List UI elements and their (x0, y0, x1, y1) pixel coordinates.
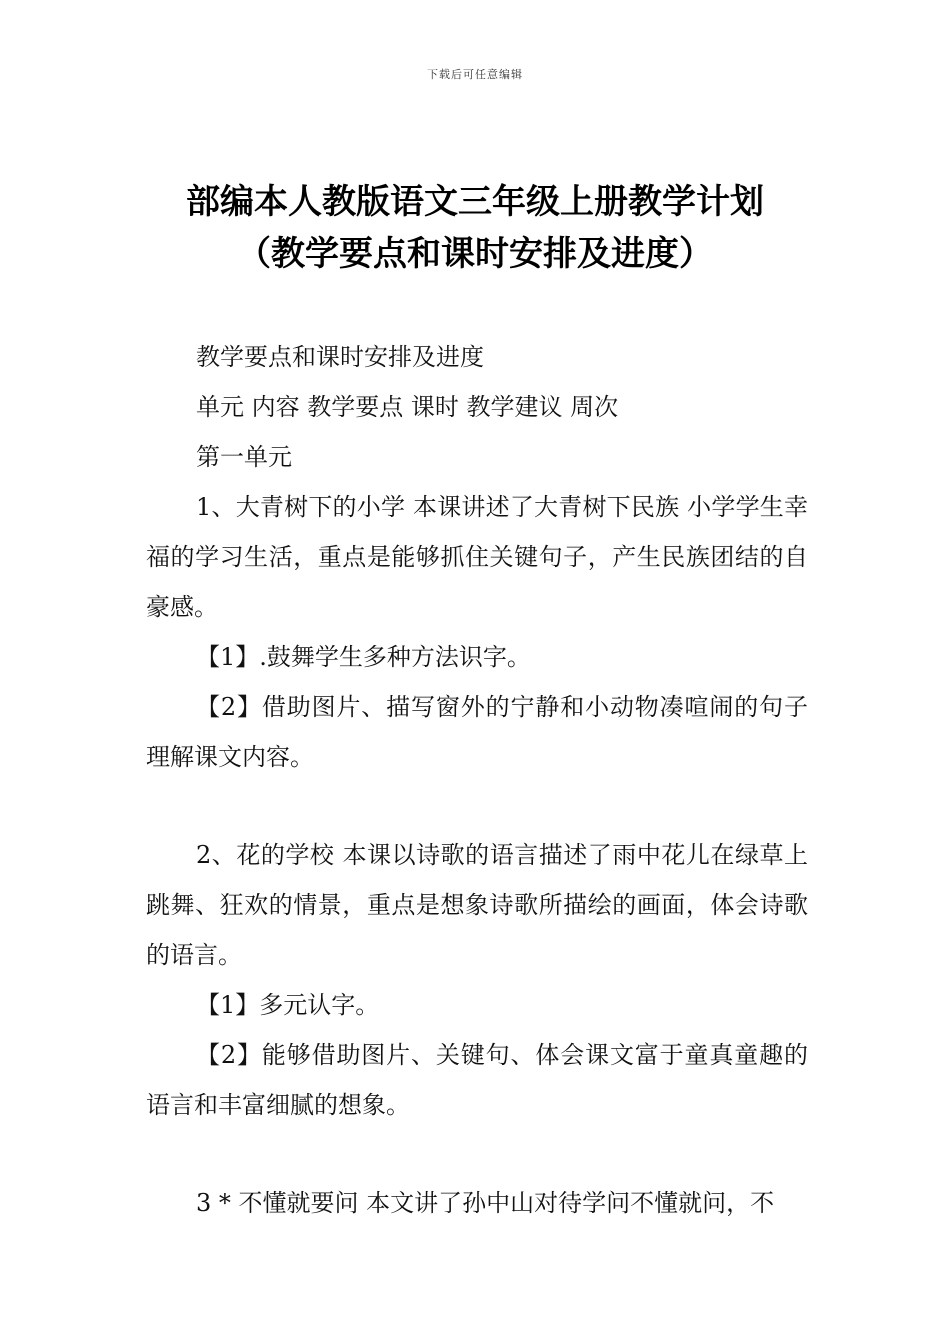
objective-item: 【2】能够借助图片、关键句、体会课文富于童真童趣的语言和丰富细腻的想象。 (146, 1041, 808, 1119)
lesson-paragraph: 3 * 不懂就要问 本文讲了孙中山对待学问不懂就问，不 (196, 1189, 775, 1217)
lesson-paragraph: 1、大青树下的小学 本课讲述了大青树下民族 小学学生幸福的学习生活，重点是能够抓住关键句子，产生民族团结的自豪感。 (146, 493, 808, 621)
objective-item: 【2】借助图片、描写窗外的宁静和小动物凑喧闹的句子理解课文内容。 (146, 693, 808, 771)
objective-item: 【1】.鼓舞学生多种方法识字。 (196, 643, 531, 671)
section-heading: 教学要点和课时安排及进度 (196, 343, 484, 371)
objective-item: 【1】多元认字。 (196, 991, 380, 1019)
table-header-line: 单元 内容 教学要点 课时 教学建议 周次 (196, 393, 619, 421)
document-title-line-2: （教学要点和课时安排及进度） (237, 234, 713, 274)
unit-heading: 第一单元 (196, 443, 292, 471)
page-header-note: 下载后可任意编辑 (427, 68, 523, 81)
document-body (146, 332, 808, 1228)
document-title-line-1: 部编本人教版语文三年级上册教学计划 (186, 182, 764, 222)
document-title (0, 176, 950, 280)
lesson-paragraph: 2、花的学校 本课以诗歌的语言描述了雨中花儿在绿草上跳舞、狂欢的情景，重点是想象诗歌所描绘的画面，体会诗歌的语言。 (146, 841, 808, 969)
